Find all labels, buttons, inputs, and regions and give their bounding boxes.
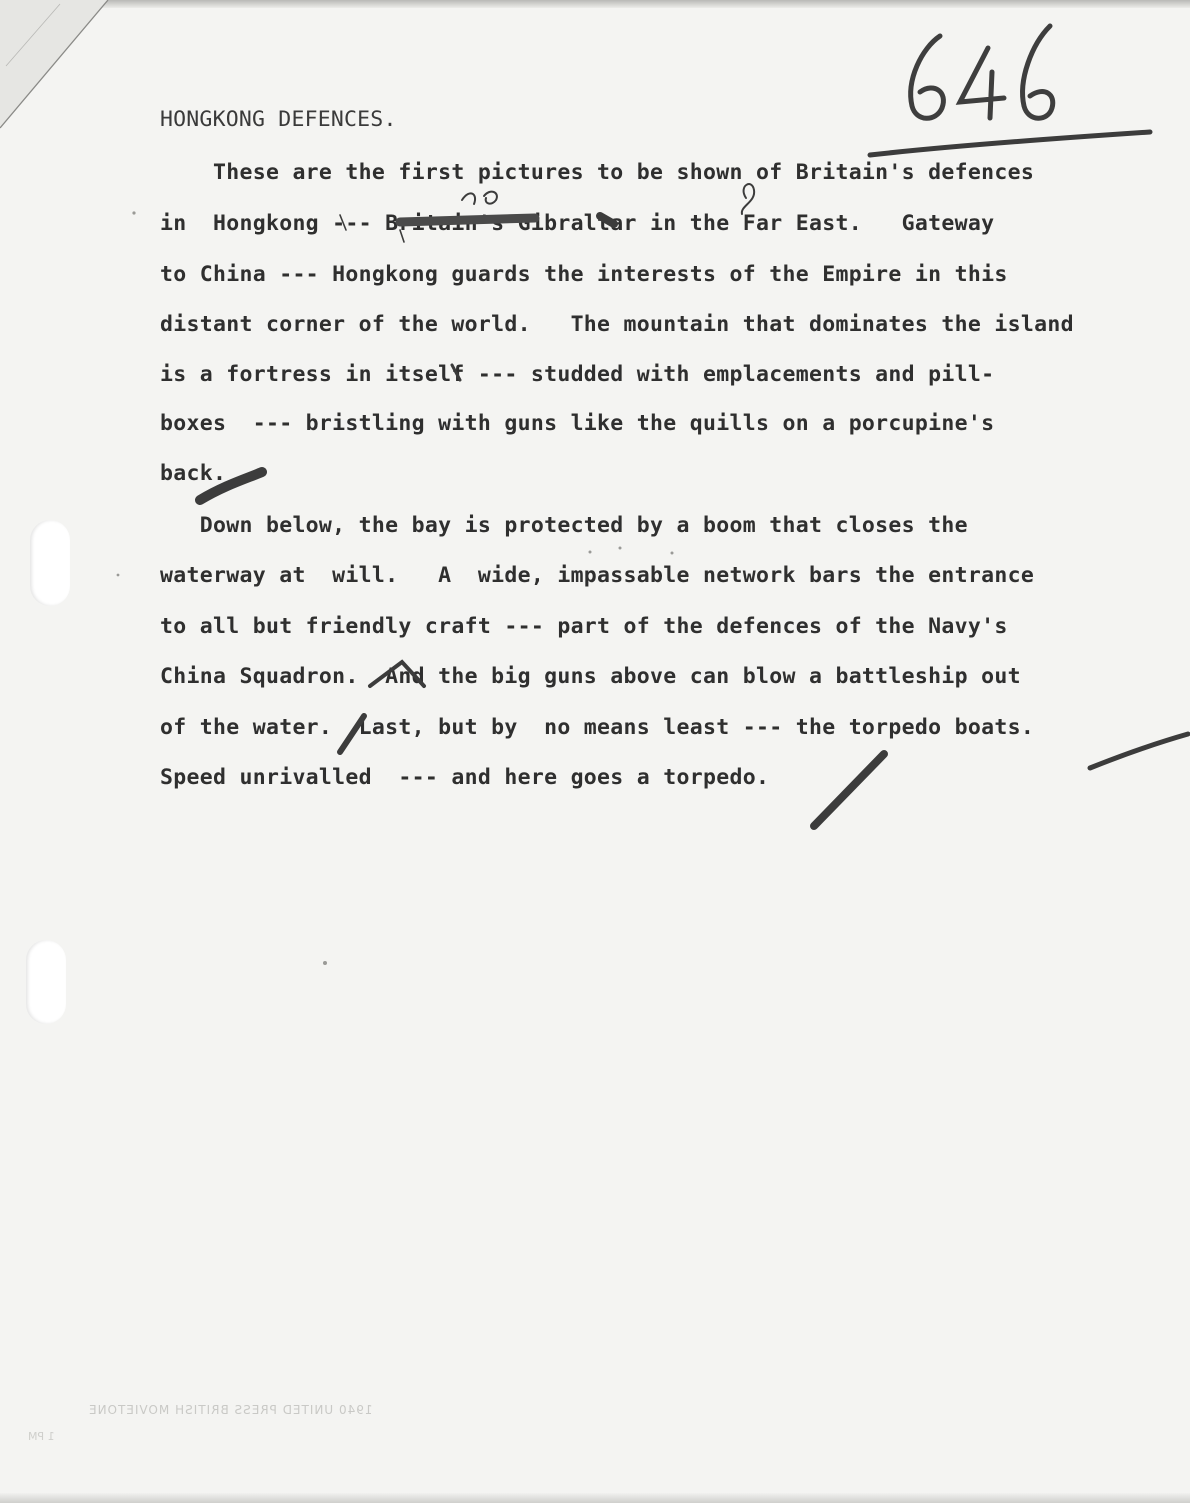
text-line-11: China Squadron. And the big guns above can blow a battleship out bbox=[160, 664, 1021, 689]
footer-imprint: 1940 UNITED PRESS BRITISH MOVIETONE bbox=[88, 1403, 373, 1417]
document-title: HONGKONG DEFENCES. bbox=[160, 107, 397, 132]
text-line-10: to all but friendly craft --- part of the defences of the Navy's bbox=[160, 614, 1008, 639]
text-line-7: back. bbox=[160, 461, 227, 486]
text-line-1: These are the first pictures to be shown of Britain's defences bbox=[160, 160, 1035, 185]
footer-code: 1 PM bbox=[28, 1430, 55, 1443]
page-top-edge bbox=[0, 0, 1190, 8]
folio-number-handwritten bbox=[900, 18, 1070, 128]
punch-hole-upper bbox=[30, 520, 70, 606]
punch-hole-lower bbox=[26, 940, 66, 1024]
text-line-13: Speed unrivalled --- and here goes a torpedo. bbox=[160, 765, 770, 790]
text-line-2: in Hongkong --- Britain's Gibraltar in the Far East. Gateway bbox=[160, 211, 995, 236]
page-bottom-edge bbox=[0, 1493, 1190, 1503]
folded-corner bbox=[0, 0, 110, 130]
text-line-9: waterway at will. A wide, impassable network bars the entrance bbox=[160, 563, 1035, 588]
text-line-5: is a fortress in itself --- studded with emplacements and pill- bbox=[160, 362, 995, 387]
text-line-4: distant corner of the world. The mountain that dominates the island bbox=[160, 312, 1074, 337]
text-line-3: to China --- Hongkong guards the interests of the Empire in this bbox=[160, 262, 1008, 287]
text-line-6: boxes --- bristling with guns like the quills on a porcupine's bbox=[160, 411, 995, 436]
text-line-8: Down below, the bay is protected by a boom that closes the bbox=[160, 513, 968, 538]
text-line-12: of the water. Last, but by no means least --- the torpedo boats. bbox=[160, 715, 1035, 740]
